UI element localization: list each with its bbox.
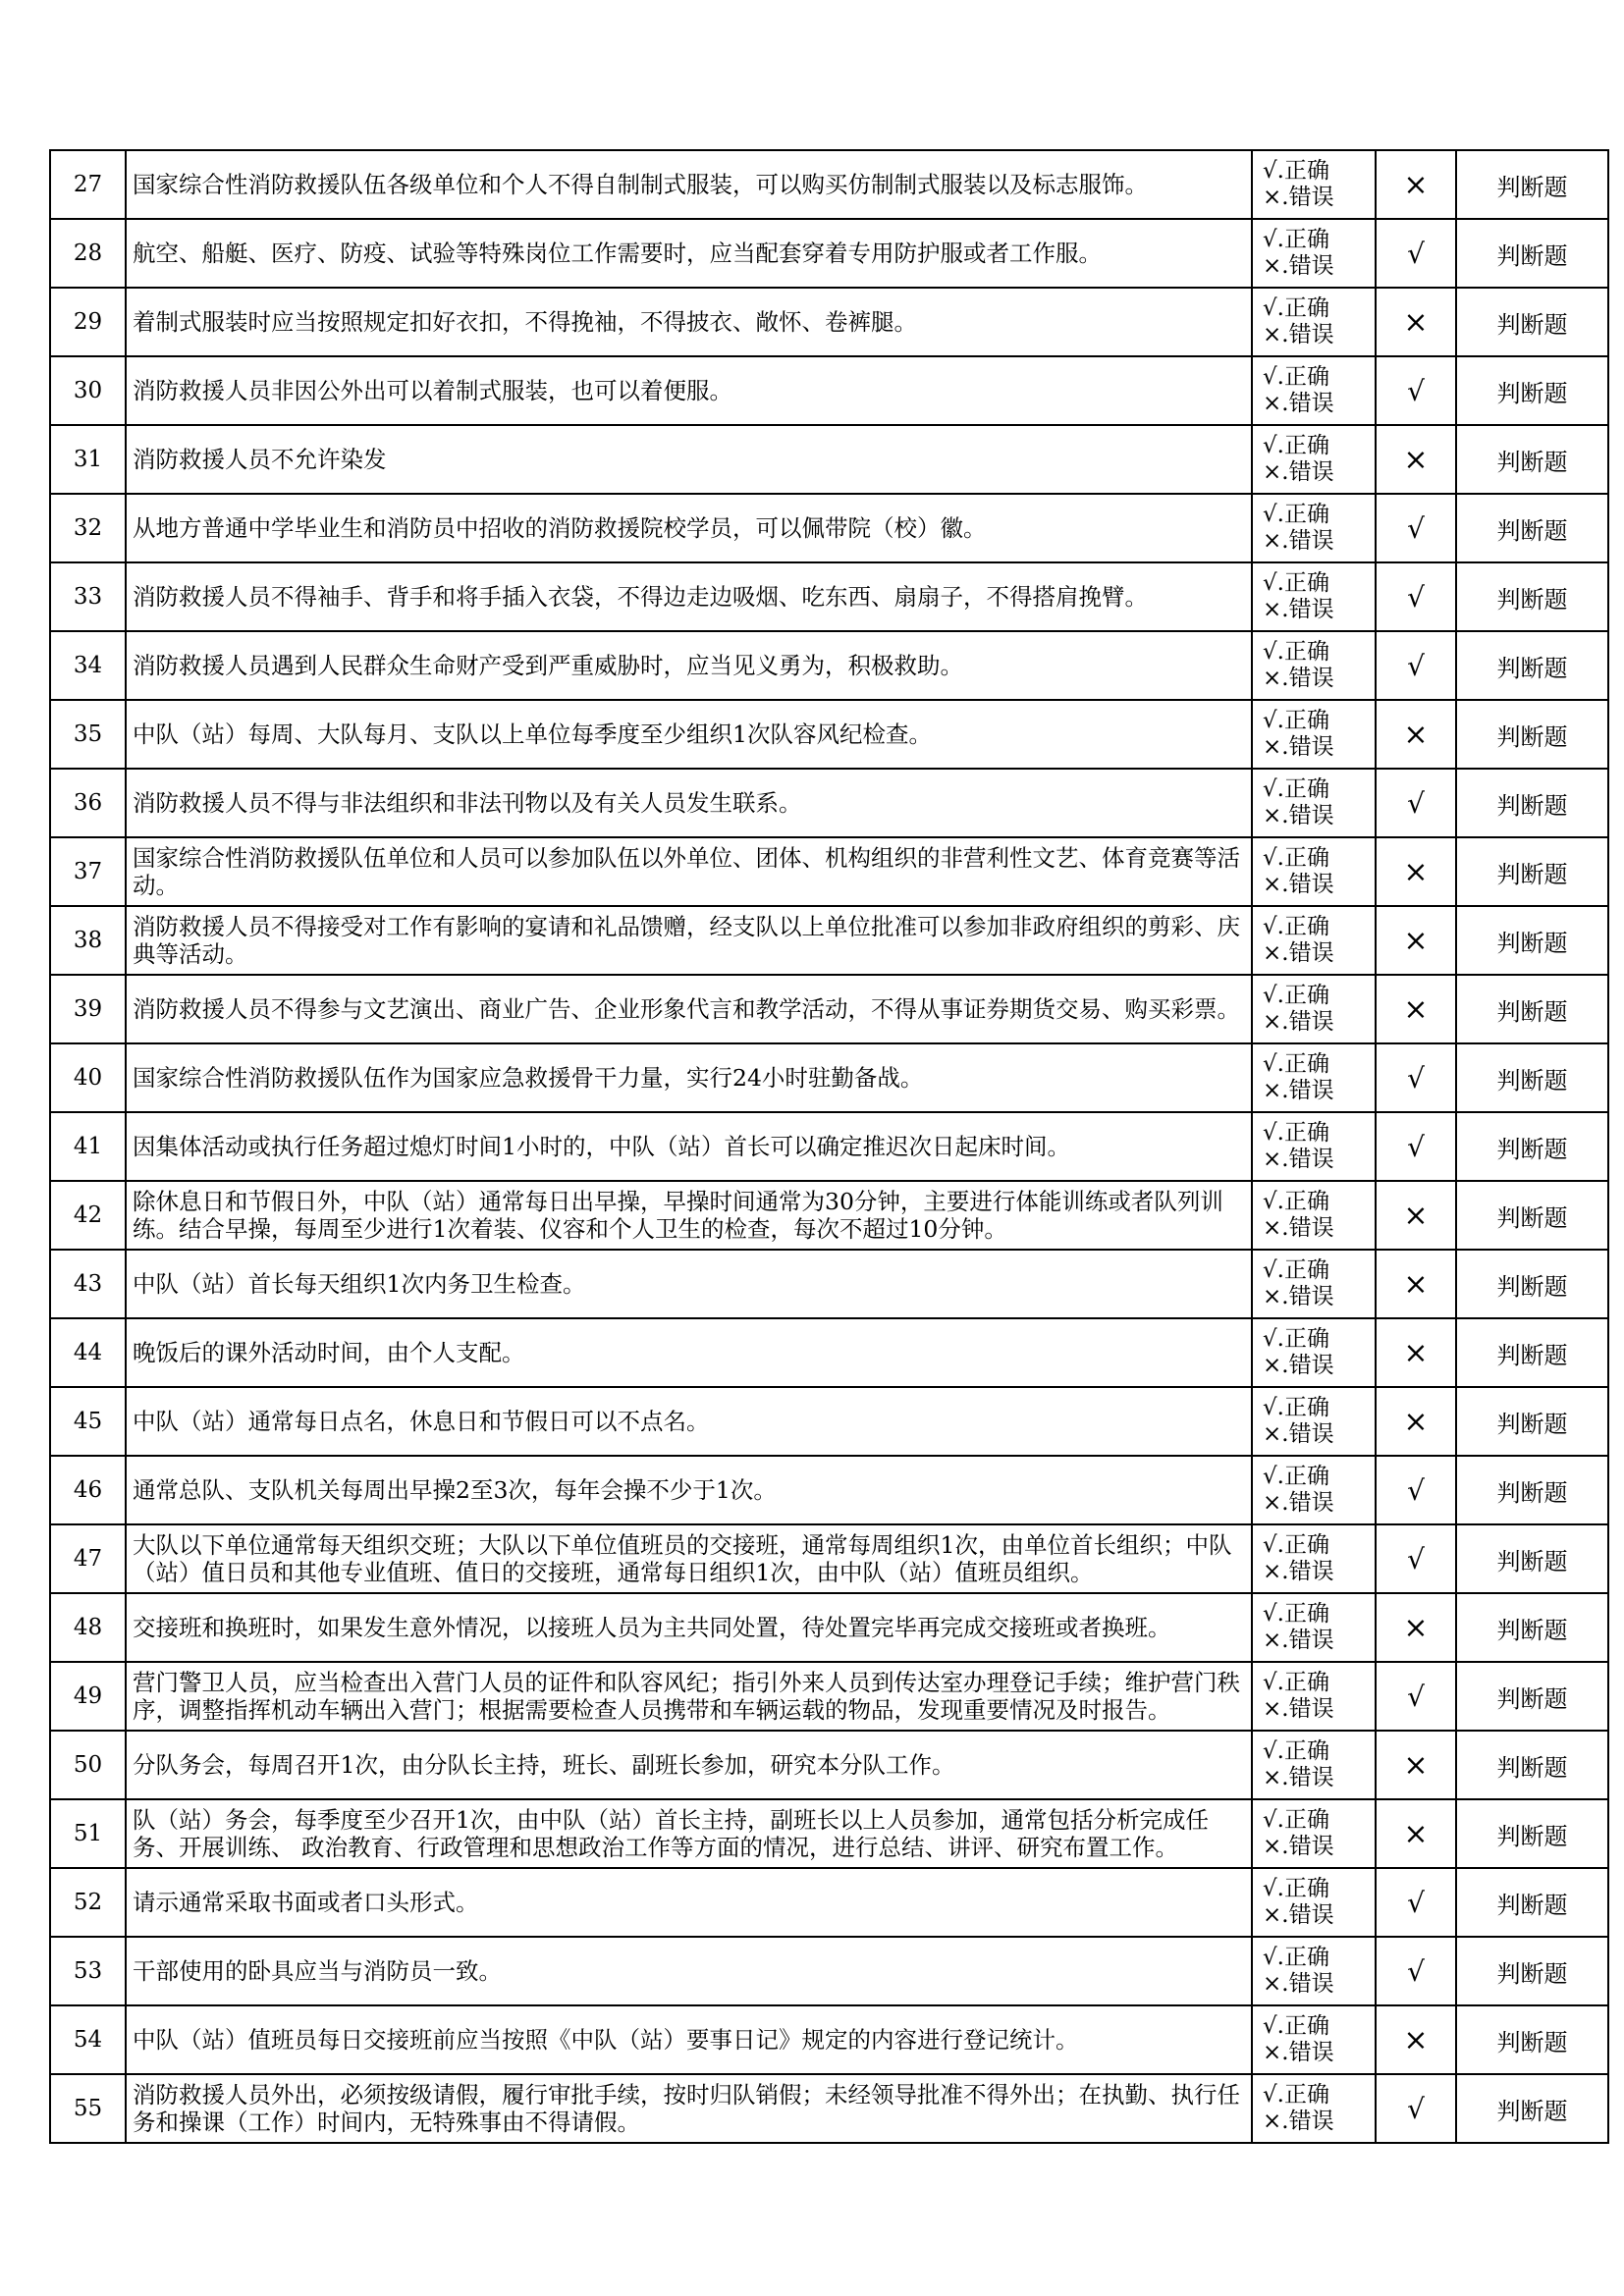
correct-answer: √ [1376, 1524, 1456, 1593]
correct-answer: × [1376, 150, 1456, 219]
option-false: ×.错误 [1263, 1765, 1334, 1790]
question-type: 判断题 [1456, 1318, 1608, 1387]
option-true: √.正确 [1263, 1326, 1329, 1352]
option-false: ×.错误 [1263, 1490, 1334, 1516]
table-row [50, 1868, 1608, 1937]
question-type: 判断题 [1456, 1456, 1608, 1524]
answer-options [1252, 2074, 1376, 2143]
option-false: ×.错误 [1263, 1834, 1334, 1859]
answer-options [1252, 1524, 1376, 1593]
option-true: √.正确 [1263, 1189, 1329, 1214]
option-true: √.正确 [1263, 1945, 1329, 1970]
question-text-content: 消防救援人员不得接受对工作有影响的宴请和礼品馈赠，经支队以上单位批准可以参加非政府组织的剪彩、庆典等活动。 [133, 913, 1240, 968]
option-false: ×.错误 [1263, 528, 1334, 554]
question-rows [50, 150, 1608, 2143]
question-text [126, 1043, 1252, 1112]
option-true: √.正确 [1263, 1051, 1329, 1077]
question-number: 40 [50, 1043, 126, 1112]
question-type: 判断题 [1456, 219, 1608, 288]
answer-options [1252, 1112, 1376, 1181]
question-text [126, 562, 1252, 631]
table-row [50, 1937, 1608, 2005]
table-row [50, 631, 1608, 700]
question-number: 44 [50, 1318, 126, 1387]
table-row [50, 425, 1608, 494]
question-text-content: 交接班和换班时，如果发生意外情况，以接班人员为主共同处置，待处置完毕再完成交接班或者换班。 [133, 1614, 1171, 1641]
question-text-content: 中队（站）值班员每日交接班前应当按照《中队（站）要事日记》规定的内容进行登记统计。 [133, 2026, 1079, 2054]
table-row [50, 1043, 1608, 1112]
question-number: 30 [50, 356, 126, 425]
answer-options [1252, 906, 1376, 975]
table-row [50, 1662, 1608, 1731]
question-number: 48 [50, 1593, 126, 1662]
question-text-content: 消防救援人员不得参与文艺演出、商业广告、企业形象代言和教学活动，不得从事证券期货交易、购买彩票。 [133, 995, 1240, 1023]
option-false: ×.错误 [1263, 253, 1334, 279]
answer-options [1252, 700, 1376, 769]
option-false: ×.错误 [1263, 803, 1334, 828]
option-true: √.正确 [1263, 227, 1329, 252]
question-text-content: 国家综合性消防救援队伍单位和人员可以参加队伍以外单位、团体、机构组织的非营利性文艺、体育竞赛等活动。 [133, 844, 1240, 899]
question-text [126, 1937, 1252, 2005]
question-text [126, 1868, 1252, 1937]
answer-options [1252, 975, 1376, 1043]
option-true: √.正确 [1263, 570, 1329, 596]
correct-answer: √ [1376, 219, 1456, 288]
question-type: 判断题 [1456, 1937, 1608, 2005]
table-row [50, 1318, 1608, 1387]
correct-answer: × [1376, 906, 1456, 975]
correct-answer: × [1376, 288, 1456, 356]
question-text [126, 1318, 1252, 1387]
option-true: √.正确 [1263, 845, 1329, 871]
correct-answer: × [1376, 1318, 1456, 1387]
option-false: ×.错误 [1263, 597, 1334, 622]
question-type: 判断题 [1456, 1387, 1608, 1456]
correct-answer: × [1376, 2005, 1456, 2074]
question-text [126, 2005, 1252, 2074]
option-false: ×.错误 [1263, 734, 1334, 760]
correct-answer: × [1376, 1181, 1456, 1250]
option-true: √.正确 [1263, 1738, 1329, 1764]
question-text [126, 2074, 1252, 2143]
correct-answer: × [1376, 1250, 1456, 1318]
question-type: 判断题 [1456, 631, 1608, 700]
option-true: √.正确 [1263, 364, 1329, 390]
correct-answer: × [1376, 1731, 1456, 1799]
question-type: 判断题 [1456, 2074, 1608, 2143]
option-true: √.正确 [1263, 2013, 1329, 2039]
option-false: ×.错误 [1263, 1078, 1334, 1103]
option-false: ×.错误 [1263, 322, 1334, 347]
table-row [50, 1250, 1608, 1318]
question-type: 判断题 [1456, 2005, 1608, 2074]
option-true: √.正确 [1263, 2082, 1329, 2108]
answer-options [1252, 1181, 1376, 1250]
question-sheet [49, 149, 1576, 2144]
correct-answer: × [1376, 837, 1456, 906]
option-false: ×.错误 [1263, 1902, 1334, 1928]
table-row [50, 2005, 1608, 2074]
question-type: 判断题 [1456, 837, 1608, 906]
option-false: ×.错误 [1263, 391, 1334, 416]
question-number: 47 [50, 1524, 126, 1593]
option-false: ×.错误 [1263, 1971, 1334, 1997]
option-false: ×.错误 [1263, 872, 1334, 897]
table-row [50, 975, 1608, 1043]
table-row [50, 1456, 1608, 1524]
question-number: 45 [50, 1387, 126, 1456]
option-true: √.正确 [1263, 1876, 1329, 1901]
question-text [126, 700, 1252, 769]
answer-options [1252, 1868, 1376, 1937]
table-row [50, 219, 1608, 288]
question-number: 32 [50, 494, 126, 562]
table-row [50, 906, 1608, 975]
option-false: ×.错误 [1263, 1009, 1334, 1035]
answer-options [1252, 356, 1376, 425]
answer-options [1252, 1387, 1376, 1456]
correct-answer: √ [1376, 2074, 1456, 2143]
question-number: 39 [50, 975, 126, 1043]
question-text-content: 请示通常采取书面或者口头形式。 [133, 1889, 479, 1916]
question-number: 37 [50, 837, 126, 906]
question-type: 判断题 [1456, 150, 1608, 219]
option-true: √.正确 [1263, 708, 1329, 733]
question-type: 判断题 [1456, 975, 1608, 1043]
question-text-content: 因集体活动或执行任务超过熄灯时间1小时的，中队（站）首长可以确定推迟次日起床时间。 [133, 1133, 1070, 1160]
option-true: √.正确 [1263, 1670, 1329, 1695]
question-text-content: 从地方普通中学毕业生和消防员中招收的消防救援院校学员，可以佩带院（校）徽。 [133, 514, 987, 542]
option-false: ×.错误 [1263, 1147, 1334, 1172]
option-true: √.正确 [1263, 914, 1329, 939]
question-type: 判断题 [1456, 356, 1608, 425]
answer-options [1252, 631, 1376, 700]
question-text-content: 消防救援人员不得与非法组织和非法刊物以及有关人员发生联系。 [133, 789, 802, 817]
question-text-content: 中队（站）首长每天组织1次内务卫生检查。 [133, 1270, 586, 1298]
table-row [50, 1731, 1608, 1799]
question-type: 判断题 [1456, 425, 1608, 494]
table-row [50, 700, 1608, 769]
answer-options [1252, 769, 1376, 837]
option-true: √.正确 [1263, 502, 1329, 527]
option-false: ×.错误 [1263, 2109, 1334, 2134]
question-number: 43 [50, 1250, 126, 1318]
correct-answer: × [1376, 975, 1456, 1043]
question-number: 55 [50, 2074, 126, 2143]
question-type: 判断题 [1456, 1662, 1608, 1731]
question-number: 49 [50, 1662, 126, 1731]
option-false: ×.错误 [1263, 185, 1334, 210]
option-false: ×.错误 [1263, 1421, 1334, 1447]
question-text [126, 288, 1252, 356]
question-type: 判断题 [1456, 288, 1608, 356]
answer-options [1252, 150, 1376, 219]
question-text-content: 干部使用的卧具应当与消防员一致。 [133, 1957, 502, 1985]
option-true: √.正确 [1263, 1395, 1329, 1420]
question-type: 判断题 [1456, 769, 1608, 837]
option-false: ×.错误 [1263, 940, 1334, 966]
table-row [50, 1181, 1608, 1250]
answer-options [1252, 1250, 1376, 1318]
question-number: 52 [50, 1868, 126, 1937]
question-type: 判断题 [1456, 1799, 1608, 1868]
question-type: 判断题 [1456, 700, 1608, 769]
table-row [50, 356, 1608, 425]
question-text-content: 消防救援人员不允许染发 [133, 446, 387, 473]
question-number: 51 [50, 1799, 126, 1868]
option-true: √.正确 [1263, 776, 1329, 802]
question-number: 54 [50, 2005, 126, 2074]
option-false: ×.错误 [1263, 666, 1334, 691]
answer-options [1252, 1318, 1376, 1387]
question-text-content: 晚饭后的课外活动时间，由个人支配。 [133, 1339, 525, 1366]
correct-answer: √ [1376, 1662, 1456, 1731]
answer-options [1252, 1456, 1376, 1524]
option-false: ×.错误 [1263, 1559, 1334, 1584]
table-row [50, 494, 1608, 562]
question-type: 判断题 [1456, 1043, 1608, 1112]
table-row [50, 1112, 1608, 1181]
question-text-content: 国家综合性消防救援队伍作为国家应急救援骨干力量，实行24小时驻勤备战。 [133, 1064, 924, 1092]
question-text [126, 425, 1252, 494]
answer-options [1252, 1937, 1376, 2005]
question-text [126, 1250, 1252, 1318]
correct-answer: × [1376, 425, 1456, 494]
option-true: √.正确 [1263, 1807, 1329, 1833]
question-type: 判断题 [1456, 906, 1608, 975]
correct-answer: √ [1376, 494, 1456, 562]
question-number: 35 [50, 700, 126, 769]
question-text-content: 队（站）务会，每季度至少召开1次，由中队（站）首长主持，副班长以上人员参加，通常包括分析完成任务、开展训练、 政治教育、行政管理和思想政治工作等方面的情况，进行总结、讲评、研究布置工作。 [133, 1806, 1209, 1861]
question-type: 判断题 [1456, 1250, 1608, 1318]
table-row [50, 837, 1608, 906]
answer-options [1252, 425, 1376, 494]
question-text [126, 150, 1252, 219]
question-text-content: 营门警卫人员，应当检查出入营门人员的证件和队容风纪；指引外来人员到传达室办理登记手续；维护营门秩序，调整指挥机动车辆出入营门；根据需要检查人员携带和车辆运载的物品，发现重要情况及时报告。 [133, 1669, 1240, 1724]
option-true: √.正确 [1263, 639, 1329, 665]
correct-answer: × [1376, 1593, 1456, 1662]
table-row [50, 288, 1608, 356]
option-true: √.正确 [1263, 1532, 1329, 1558]
correct-answer: × [1376, 700, 1456, 769]
question-text [126, 356, 1252, 425]
answer-options [1252, 1593, 1376, 1662]
question-type: 判断题 [1456, 1112, 1608, 1181]
correct-answer: √ [1376, 769, 1456, 837]
question-type: 判断题 [1456, 1524, 1608, 1593]
question-number: 53 [50, 1937, 126, 2005]
question-number: 50 [50, 1731, 126, 1799]
question-text [126, 1524, 1252, 1593]
question-text-content: 消防救援人员非因公外出可以着制式服装，也可以着便服。 [133, 377, 732, 404]
question-text-content: 中队（站）每周、大队每月、支队以上单位每季度至少组织1次队容风纪检查。 [133, 721, 932, 748]
question-text [126, 219, 1252, 288]
question-text-content: 通常总队、支队机关每周出早操2至3次，每年会操不少于1次。 [133, 1476, 777, 1504]
table-row [50, 769, 1608, 837]
correct-answer: √ [1376, 1043, 1456, 1112]
correct-answer: × [1376, 1799, 1456, 1868]
question-type: 判断题 [1456, 1181, 1608, 1250]
question-number: 34 [50, 631, 126, 700]
correct-answer: √ [1376, 1868, 1456, 1937]
answer-options [1252, 1731, 1376, 1799]
answer-options [1252, 2005, 1376, 2074]
answer-options [1252, 494, 1376, 562]
answer-options [1252, 1043, 1376, 1112]
option-true: √.正确 [1263, 1257, 1329, 1283]
question-text-content: 航空、船艇、医疗、防疫、试验等特殊岗位工作需要时，应当配套穿着专用防护服或者工作服。 [133, 240, 1102, 267]
question-number: 27 [50, 150, 126, 219]
question-number: 28 [50, 219, 126, 288]
table-row [50, 2074, 1608, 2143]
option-false: ×.错误 [1263, 1696, 1334, 1722]
table-row [50, 150, 1608, 219]
table-row [50, 1387, 1608, 1456]
option-false: ×.错误 [1263, 2040, 1334, 2065]
question-text-content: 大队以下单位通常每天组织交班；大队以下单位值班员的交接班，通常每周组织1次，由单位首长组织；中队（站）值日员和其他专业值班、值日的交接班，通常每日组织1次，由中队（站）值班员组织。 [133, 1531, 1232, 1586]
option-true: √.正确 [1263, 433, 1329, 458]
question-text [126, 1387, 1252, 1456]
question-number: 29 [50, 288, 126, 356]
question-text [126, 1731, 1252, 1799]
table-row [50, 1524, 1608, 1593]
question-text-content: 国家综合性消防救援队伍各级单位和个人不得自制制式服装，可以购买仿制制式服装以及标志服饰。 [133, 171, 1148, 198]
answer-options [1252, 1799, 1376, 1868]
correct-answer: √ [1376, 1112, 1456, 1181]
question-text [126, 1112, 1252, 1181]
correct-answer: × [1376, 1387, 1456, 1456]
correct-answer: √ [1376, 1456, 1456, 1524]
question-text [126, 837, 1252, 906]
answer-options [1252, 562, 1376, 631]
question-number: 36 [50, 769, 126, 837]
correct-answer: √ [1376, 356, 1456, 425]
option-true: √.正确 [1263, 1464, 1329, 1489]
question-number: 31 [50, 425, 126, 494]
question-text [126, 1799, 1252, 1868]
question-text-content: 着制式服装时应当按照规定扣好衣扣，不得挽袖，不得披衣、敞怀、卷裤腿。 [133, 308, 917, 336]
question-text-content: 消防救援人员外出，必须按级请假，履行审批手续，按时归队销假；未经领导批准不得外出；在执勤、执行任务和操课（工作）时间内，无特殊事由不得请假。 [133, 2081, 1240, 2136]
answer-options [1252, 219, 1376, 288]
question-text-content: 除休息日和节假日外，中队（站）通常每日出早操，早操时间通常为30分钟，主要进行体能训练或者队列训练。结合早操，每周至少进行1次着装、仪容和个人卫生的检查，每次不超过10分钟。 [133, 1188, 1223, 1243]
correct-answer: √ [1376, 562, 1456, 631]
option-true: √.正确 [1263, 158, 1329, 184]
question-text [126, 494, 1252, 562]
question-text-content: 中队（站）通常每日点名，休息日和节假日可以不点名。 [133, 1408, 710, 1435]
answer-options [1252, 837, 1376, 906]
question-text [126, 1662, 1252, 1731]
question-type: 判断题 [1456, 1731, 1608, 1799]
question-text-content: 消防救援人员不得袖手、背手和将手插入衣袋，不得边走边吸烟、吃东西、扇扇子，不得搭肩挽臂。 [133, 583, 1148, 611]
question-number: 41 [50, 1112, 126, 1181]
option-false: ×.错误 [1263, 1353, 1334, 1378]
answer-options [1252, 1662, 1376, 1731]
question-number: 33 [50, 562, 126, 631]
question-type: 判断题 [1456, 494, 1608, 562]
option-false: ×.错误 [1263, 459, 1334, 485]
table-row [50, 1593, 1608, 1662]
question-text [126, 906, 1252, 975]
option-true: √.正确 [1263, 1120, 1329, 1146]
table-row [50, 562, 1608, 631]
question-type: 判断题 [1456, 562, 1608, 631]
option-false: ×.错误 [1263, 1628, 1334, 1653]
question-number: 46 [50, 1456, 126, 1524]
answer-options [1252, 288, 1376, 356]
question-number: 38 [50, 906, 126, 975]
correct-answer: √ [1376, 1937, 1456, 2005]
question-type: 判断题 [1456, 1868, 1608, 1937]
judgment-question-table [49, 149, 1609, 2144]
question-text [126, 1181, 1252, 1250]
correct-answer: √ [1376, 631, 1456, 700]
option-false: ×.错误 [1263, 1284, 1334, 1309]
question-text-content: 消防救援人员遇到人民群众生命财产受到严重威胁时，应当见义勇为，积极救助。 [133, 652, 963, 679]
option-true: √.正确 [1263, 983, 1329, 1008]
question-text [126, 975, 1252, 1043]
question-type: 判断题 [1456, 1593, 1608, 1662]
question-text-content: 分队务会，每周召开1次，由分队长主持，班长、副班长参加，研究本分队工作。 [133, 1751, 955, 1779]
option-true: √.正确 [1263, 295, 1329, 321]
question-text [126, 1593, 1252, 1662]
question-number: 42 [50, 1181, 126, 1250]
table-row [50, 1799, 1608, 1868]
option-false: ×.错误 [1263, 1215, 1334, 1241]
question-text [126, 631, 1252, 700]
question-text [126, 1456, 1252, 1524]
question-text [126, 769, 1252, 837]
option-true: √.正确 [1263, 1601, 1329, 1627]
